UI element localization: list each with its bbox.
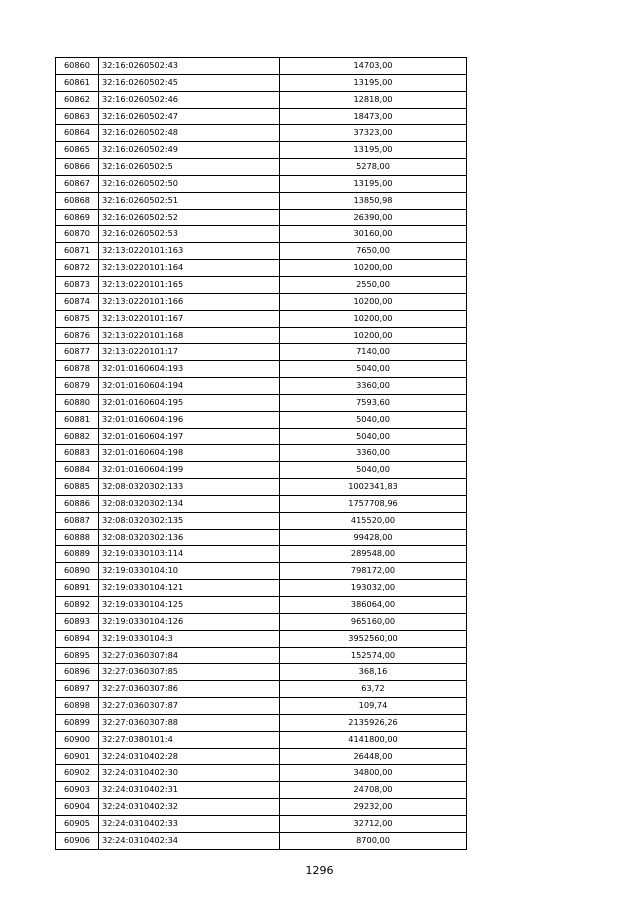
row-number-cell: 60890 [56, 563, 99, 580]
cadastral-number-cell: 32:13:0220101:163 [99, 243, 280, 260]
cadastral-number-cell: 32:16:0260502:52 [99, 209, 280, 226]
value-cell: 1757708,96 [280, 495, 467, 512]
table-row [56, 293, 467, 310]
value-cell: 3360,00 [280, 445, 467, 462]
cadastral-number-cell: 32:01:0160604:195 [99, 394, 280, 411]
table-row [56, 260, 467, 277]
table-row [56, 159, 467, 176]
row-number-cell: 60902 [56, 765, 99, 782]
row-number-cell: 60874 [56, 293, 99, 310]
cadastral-number-cell: 32:13:0220101:166 [99, 293, 280, 310]
page-number: 1296 [305, 864, 334, 877]
cadastral-number-cell: 32:19:0330104:125 [99, 597, 280, 614]
cadastral-number-cell: 32:01:0160604:193 [99, 361, 280, 378]
value-cell: 63,72 [280, 681, 467, 698]
value-cell: 37323,00 [280, 125, 467, 142]
cadastral-number-cell: 32:24:0310402:28 [99, 748, 280, 765]
cadastral-number-cell: 32:16:0260502:50 [99, 175, 280, 192]
value-cell: 26390,00 [280, 209, 467, 226]
table-row [56, 597, 467, 614]
cadastral-number-cell: 32:13:0220101:17 [99, 344, 280, 361]
cadastral-number-cell: 32:16:0260502:53 [99, 226, 280, 243]
table-row [56, 748, 467, 765]
cadastral-number-cell: 32:01:0160604:197 [99, 428, 280, 445]
value-cell: 415520,00 [280, 512, 467, 529]
table-row [56, 175, 467, 192]
value-cell: 3952560,00 [280, 630, 467, 647]
value-cell: 8700,00 [280, 832, 467, 849]
table-row [56, 209, 467, 226]
value-cell: 7593,60 [280, 394, 467, 411]
value-cell: 193032,00 [280, 580, 467, 597]
cadastral-number-cell: 32:13:0220101:167 [99, 310, 280, 327]
row-number-cell: 60906 [56, 832, 99, 849]
table-row [56, 192, 467, 209]
table-row [56, 394, 467, 411]
row-number-cell: 60871 [56, 243, 99, 260]
table-row [56, 411, 467, 428]
row-number-cell: 60869 [56, 209, 99, 226]
row-number-cell: 60882 [56, 428, 99, 445]
table-row [56, 428, 467, 445]
cadastral-number-cell: 32:19:0330104:121 [99, 580, 280, 597]
table-row [56, 495, 467, 512]
value-cell: 24708,00 [280, 782, 467, 799]
table-row [56, 142, 467, 159]
row-number-cell: 60889 [56, 546, 99, 563]
cadastral-number-cell: 32:27:0360307:84 [99, 647, 280, 664]
cadastral-number-cell: 32:08:0320302:134 [99, 495, 280, 512]
cadastral-number-cell: 32:13:0220101:164 [99, 260, 280, 277]
row-number-cell: 60893 [56, 613, 99, 630]
table-row [56, 698, 467, 715]
row-number-cell: 60863 [56, 108, 99, 125]
table-row [56, 445, 467, 462]
cadastral-number-cell: 32:08:0320302:133 [99, 479, 280, 496]
value-cell: 1002341,83 [280, 479, 467, 496]
value-cell: 965160,00 [280, 613, 467, 630]
value-cell: 5278,00 [280, 159, 467, 176]
value-cell: 26448,00 [280, 748, 467, 765]
table-row [56, 664, 467, 681]
cadastral-number-cell: 32:01:0160604:198 [99, 445, 280, 462]
cadastral-number-cell: 32:01:0160604:199 [99, 462, 280, 479]
value-cell: 12818,00 [280, 91, 467, 108]
cadastral-number-cell: 32:01:0160604:194 [99, 378, 280, 395]
row-number-cell: 60904 [56, 799, 99, 816]
value-cell: 10200,00 [280, 260, 467, 277]
table-row [56, 74, 467, 91]
cadastral-number-cell: 32:16:0260502:47 [99, 108, 280, 125]
row-number-cell: 60883 [56, 445, 99, 462]
value-cell: 30160,00 [280, 226, 467, 243]
value-cell: 10200,00 [280, 310, 467, 327]
value-cell: 99428,00 [280, 529, 467, 546]
cadastral-number-cell: 32:27:0360307:86 [99, 681, 280, 698]
row-number-cell: 60873 [56, 276, 99, 293]
value-cell: 289548,00 [280, 546, 467, 563]
table-row [56, 243, 467, 260]
cadastral-number-cell: 32:19:0330104:126 [99, 613, 280, 630]
cadastral-number-cell: 32:27:0360307:87 [99, 698, 280, 715]
row-number-cell: 60886 [56, 495, 99, 512]
row-number-cell: 60895 [56, 647, 99, 664]
value-cell: 13850,98 [280, 192, 467, 209]
value-cell: 2550,00 [280, 276, 467, 293]
table-row [56, 344, 467, 361]
value-cell: 18473,00 [280, 108, 467, 125]
row-number-cell: 60876 [56, 327, 99, 344]
cadastral-number-cell: 32:13:0220101:168 [99, 327, 280, 344]
row-number-cell: 60884 [56, 462, 99, 479]
row-number-cell: 60878 [56, 361, 99, 378]
value-cell: 5040,00 [280, 428, 467, 445]
table-row [56, 479, 467, 496]
table-row [56, 226, 467, 243]
cadastral-number-cell: 32:24:0310402:31 [99, 782, 280, 799]
table-row [56, 681, 467, 698]
value-cell: 368,16 [280, 664, 467, 681]
row-number-cell: 60901 [56, 748, 99, 765]
row-number-cell: 60879 [56, 378, 99, 395]
value-cell: 2135926,26 [280, 714, 467, 731]
cadastral-number-cell: 32:16:0260502:49 [99, 142, 280, 159]
table-row [56, 613, 467, 630]
cadastral-number-cell: 32:13:0220101:165 [99, 276, 280, 293]
value-cell: 5040,00 [280, 411, 467, 428]
row-number-cell: 60903 [56, 782, 99, 799]
table-row [56, 546, 467, 563]
table-row [56, 647, 467, 664]
cadastral-number-cell: 32:19:0330103:114 [99, 546, 280, 563]
cadastral-number-cell: 32:16:0260502:51 [99, 192, 280, 209]
cadastral-number-cell: 32:19:0330104:3 [99, 630, 280, 647]
cadastral-number-cell: 32:19:0330104:10 [99, 563, 280, 580]
value-cell: 3360,00 [280, 378, 467, 395]
cadastral-number-cell: 32:24:0310402:30 [99, 765, 280, 782]
table-row [56, 563, 467, 580]
table-row [56, 630, 467, 647]
cadastral-number-cell: 32:16:0260502:48 [99, 125, 280, 142]
row-number-cell: 60899 [56, 714, 99, 731]
row-number-cell: 60887 [56, 512, 99, 529]
value-cell: 13195,00 [280, 74, 467, 91]
value-cell: 798172,00 [280, 563, 467, 580]
table-row [56, 378, 467, 395]
row-number-cell: 60888 [56, 529, 99, 546]
value-cell: 13195,00 [280, 175, 467, 192]
table-body [56, 58, 467, 850]
value-cell: 29232,00 [280, 799, 467, 816]
value-cell: 14703,00 [280, 58, 467, 75]
value-cell: 7650,00 [280, 243, 467, 260]
value-cell: 32712,00 [280, 815, 467, 832]
cadastral-number-cell: 32:16:0260502:43 [99, 58, 280, 75]
table-row [56, 125, 467, 142]
cadastral-number-cell: 32:16:0260502:5 [99, 159, 280, 176]
table-row [56, 731, 467, 748]
row-number-cell: 60866 [56, 159, 99, 176]
value-cell: 34800,00 [280, 765, 467, 782]
value-cell: 10200,00 [280, 293, 467, 310]
row-number-cell: 60864 [56, 125, 99, 142]
row-number-cell: 60892 [56, 597, 99, 614]
table-row [56, 529, 467, 546]
table-row [56, 765, 467, 782]
value-cell: 13195,00 [280, 142, 467, 159]
cadastral-number-cell: 32:24:0310402:34 [99, 832, 280, 849]
table-row [56, 361, 467, 378]
cadastral-number-cell: 32:01:0160604:196 [99, 411, 280, 428]
row-number-cell: 60880 [56, 394, 99, 411]
row-number-cell: 60867 [56, 175, 99, 192]
value-cell: 152574,00 [280, 647, 467, 664]
row-number-cell: 60896 [56, 664, 99, 681]
row-number-cell: 60900 [56, 731, 99, 748]
row-number-cell: 60862 [56, 91, 99, 108]
row-number-cell: 60905 [56, 815, 99, 832]
row-number-cell: 60861 [56, 74, 99, 91]
cadastral-number-cell: 32:24:0310402:32 [99, 799, 280, 816]
table-row [56, 462, 467, 479]
cadastral-number-cell: 32:16:0260502:46 [99, 91, 280, 108]
row-number-cell: 60894 [56, 630, 99, 647]
table-row [56, 799, 467, 816]
row-number-cell: 60860 [56, 58, 99, 75]
table-row [56, 327, 467, 344]
cadastral-number-cell: 32:24:0310402:33 [99, 815, 280, 832]
table-row [56, 512, 467, 529]
value-cell: 386064,00 [280, 597, 467, 614]
row-number-cell: 60898 [56, 698, 99, 715]
row-number-cell: 60872 [56, 260, 99, 277]
row-number-cell: 60881 [56, 411, 99, 428]
row-number-cell: 60891 [56, 580, 99, 597]
table-row [56, 580, 467, 597]
value-cell: 4141800,00 [280, 731, 467, 748]
table-row [56, 310, 467, 327]
table-row [56, 714, 467, 731]
value-cell: 7140,00 [280, 344, 467, 361]
table-row [56, 58, 467, 75]
row-number-cell: 60865 [56, 142, 99, 159]
cadastral-number-cell: 32:27:0360307:88 [99, 714, 280, 731]
value-cell: 10200,00 [280, 327, 467, 344]
table-row [56, 832, 467, 849]
cadastral-number-cell: 32:16:0260502:45 [99, 74, 280, 91]
table-row [56, 276, 467, 293]
value-cell: 5040,00 [280, 462, 467, 479]
cadastral-number-cell: 32:08:0320302:135 [99, 512, 280, 529]
table-row [56, 782, 467, 799]
value-cell: 109,74 [280, 698, 467, 715]
row-number-cell: 60877 [56, 344, 99, 361]
cadastral-number-cell: 32:08:0320302:136 [99, 529, 280, 546]
row-number-cell: 60870 [56, 226, 99, 243]
row-number-cell: 60897 [56, 681, 99, 698]
table-row [56, 91, 467, 108]
data-table [55, 57, 467, 850]
cadastral-number-cell: 32:27:0360307:85 [99, 664, 280, 681]
cadastral-number-cell: 32:27:0380101:4 [99, 731, 280, 748]
value-cell: 5040,00 [280, 361, 467, 378]
row-number-cell: 60875 [56, 310, 99, 327]
row-number-cell: 60868 [56, 192, 99, 209]
table-row [56, 108, 467, 125]
table-row [56, 815, 467, 832]
row-number-cell: 60885 [56, 479, 99, 496]
